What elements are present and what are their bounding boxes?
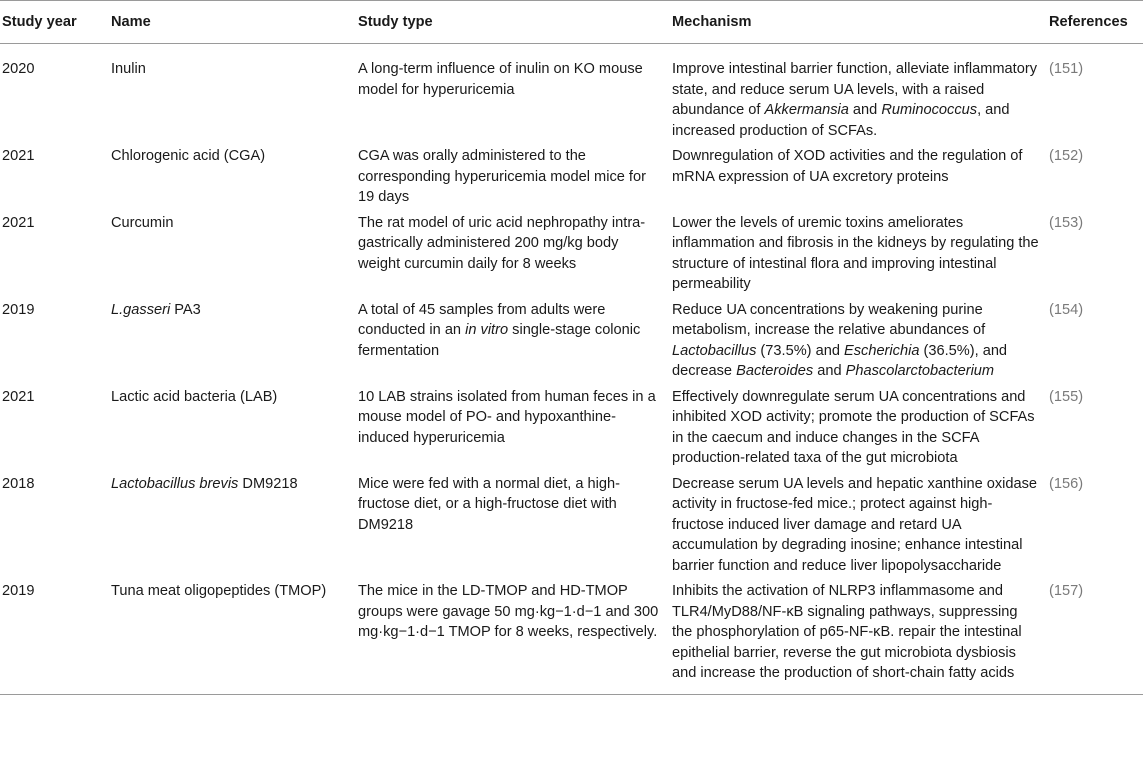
cell-mechanism: Inhibits the activation of NLRP3 inflammasome and TLR4/MyD88/NF-κB signaling pathways, suppressing the phosphorylation of p65-NF-κB. repair the intestinal epithelial barrier, reverse the gut microbiota dysbiosis and increase the production of short-chain fatty acids (668, 576, 1045, 694)
cell-reference-link[interactable]: (152) (1049, 148, 1084, 164)
cell-name: Tuna meat oligopeptides (TMOP) (107, 576, 354, 694)
cell-name: Lactobacillus brevis DM9218 (111, 475, 298, 492)
cell-mechanism: Lower the levels of uremic toxins ameliorates inflammation and fibrosis in the kidneys by regulating the structure of intestinal flora and improving intestinal permeability (672, 214, 1039, 292)
cell-reference-link[interactable]: (154) (1049, 301, 1084, 318)
cell-year: 2020 (2, 61, 35, 77)
cell-reference-link[interactable]: (156) (1049, 475, 1084, 492)
cell-study-type: CGA was orally administered to the corresponding hyperuricemia model mice for 19 days (358, 148, 646, 205)
header-name: Name (107, 1, 354, 44)
header-references: References (1045, 1, 1143, 44)
cell-name: Lactic acid bacteria (LAB) (111, 388, 278, 405)
header-row (0, 1, 1143, 44)
table-row (0, 469, 1143, 577)
cell-name: Inulin (111, 61, 146, 77)
cell-reference-link[interactable]: (155) (1049, 388, 1084, 405)
cell-year: 2019 (0, 576, 107, 694)
table-row (0, 382, 1143, 469)
cell-year: 2021 (2, 388, 35, 405)
cell-reference-link[interactable]: (157) (1045, 576, 1143, 694)
cell-name: Curcumin (111, 214, 174, 231)
table-row (0, 295, 1143, 382)
cell-mechanism: Downregulation of XOD activities and the regulation of mRNA expression of UA excretory proteins (672, 148, 1023, 185)
cell-year: 2021 (2, 148, 35, 164)
cell-study-type: Mice were fed with a normal diet, a high-fructose diet, or a high-fructose diet with DM9218 (358, 475, 620, 533)
cell-mechanism: Reduce UA concentrations by weakening purine metabolism, increase the relative abundances of Lactobacillus (73.5%) and Escherichia (36.5%), and decrease Bacteroides and Phascolarctobacterium (672, 301, 1008, 379)
cell-mechanism: Improve intestinal barrier function, alleviate inflammatory state, and reduce serum UA levels, with a raised abundance of Akkermansia and Ruminococcus, and increased production of SCFAs. (672, 61, 1038, 139)
header-study-type: Study type (354, 1, 668, 44)
cell-year: 2018 (2, 475, 35, 492)
header-mechanism: Mechanism (668, 1, 1045, 44)
cell-reference-link[interactable]: (153) (1049, 214, 1084, 231)
cell-study-type: The mice in the LD-TMOP and HD-TMOP groups were gavage 50 mg·kg−1·d−1 and 300 mg·kg−1·d−1 TMOP for 8 weeks, respectively. (354, 576, 668, 694)
cell-study-type: A total of 45 samples from adults were conducted in an in vitro single-stage colonic fermentation (358, 301, 641, 359)
cell-mechanism: Decrease serum UA levels and hepatic xanthine oxidase activity in fructose-fed mice.; protect against high-fructose induced liver damage and retard UA accumulation by degrading inosine; enhance intestinal barrier function and reduce liver lipopolysaccharide (672, 475, 1038, 574)
table-row (0, 208, 1143, 295)
cell-study-type: The rat model of uric acid nephropathy intra-gastrically administered 200 mg/kg body weight curcumin daily for 8 weeks (358, 214, 646, 272)
cell-mechanism: Effectively downregulate serum UA concentrations and inhibited XOD activity; promote the production of SCFAs in the caecum and induce changes in the SCFA production-related taxa of the gut microbiota (672, 388, 1035, 466)
header-study-year: Study year (0, 1, 107, 44)
table-row (0, 141, 1143, 208)
cell-reference-link[interactable]: (151) (1049, 61, 1084, 77)
cell-study-type: A long-term influence of inulin on KO mouse model for hyperuricemia (358, 61, 643, 98)
cell-name: Chlorogenic acid (CGA) (111, 148, 266, 164)
cell-name: L.gasseri PA3 (111, 301, 201, 318)
cell-year: 2019 (2, 301, 35, 318)
cell-study-type: 10 LAB strains isolated from human feces in a mouse model of PO- and hypoxanthine-induced hyperuricemia (358, 388, 656, 446)
table-row (0, 44, 1143, 142)
table-row (0, 576, 1143, 694)
cell-year: 2021 (2, 214, 35, 231)
